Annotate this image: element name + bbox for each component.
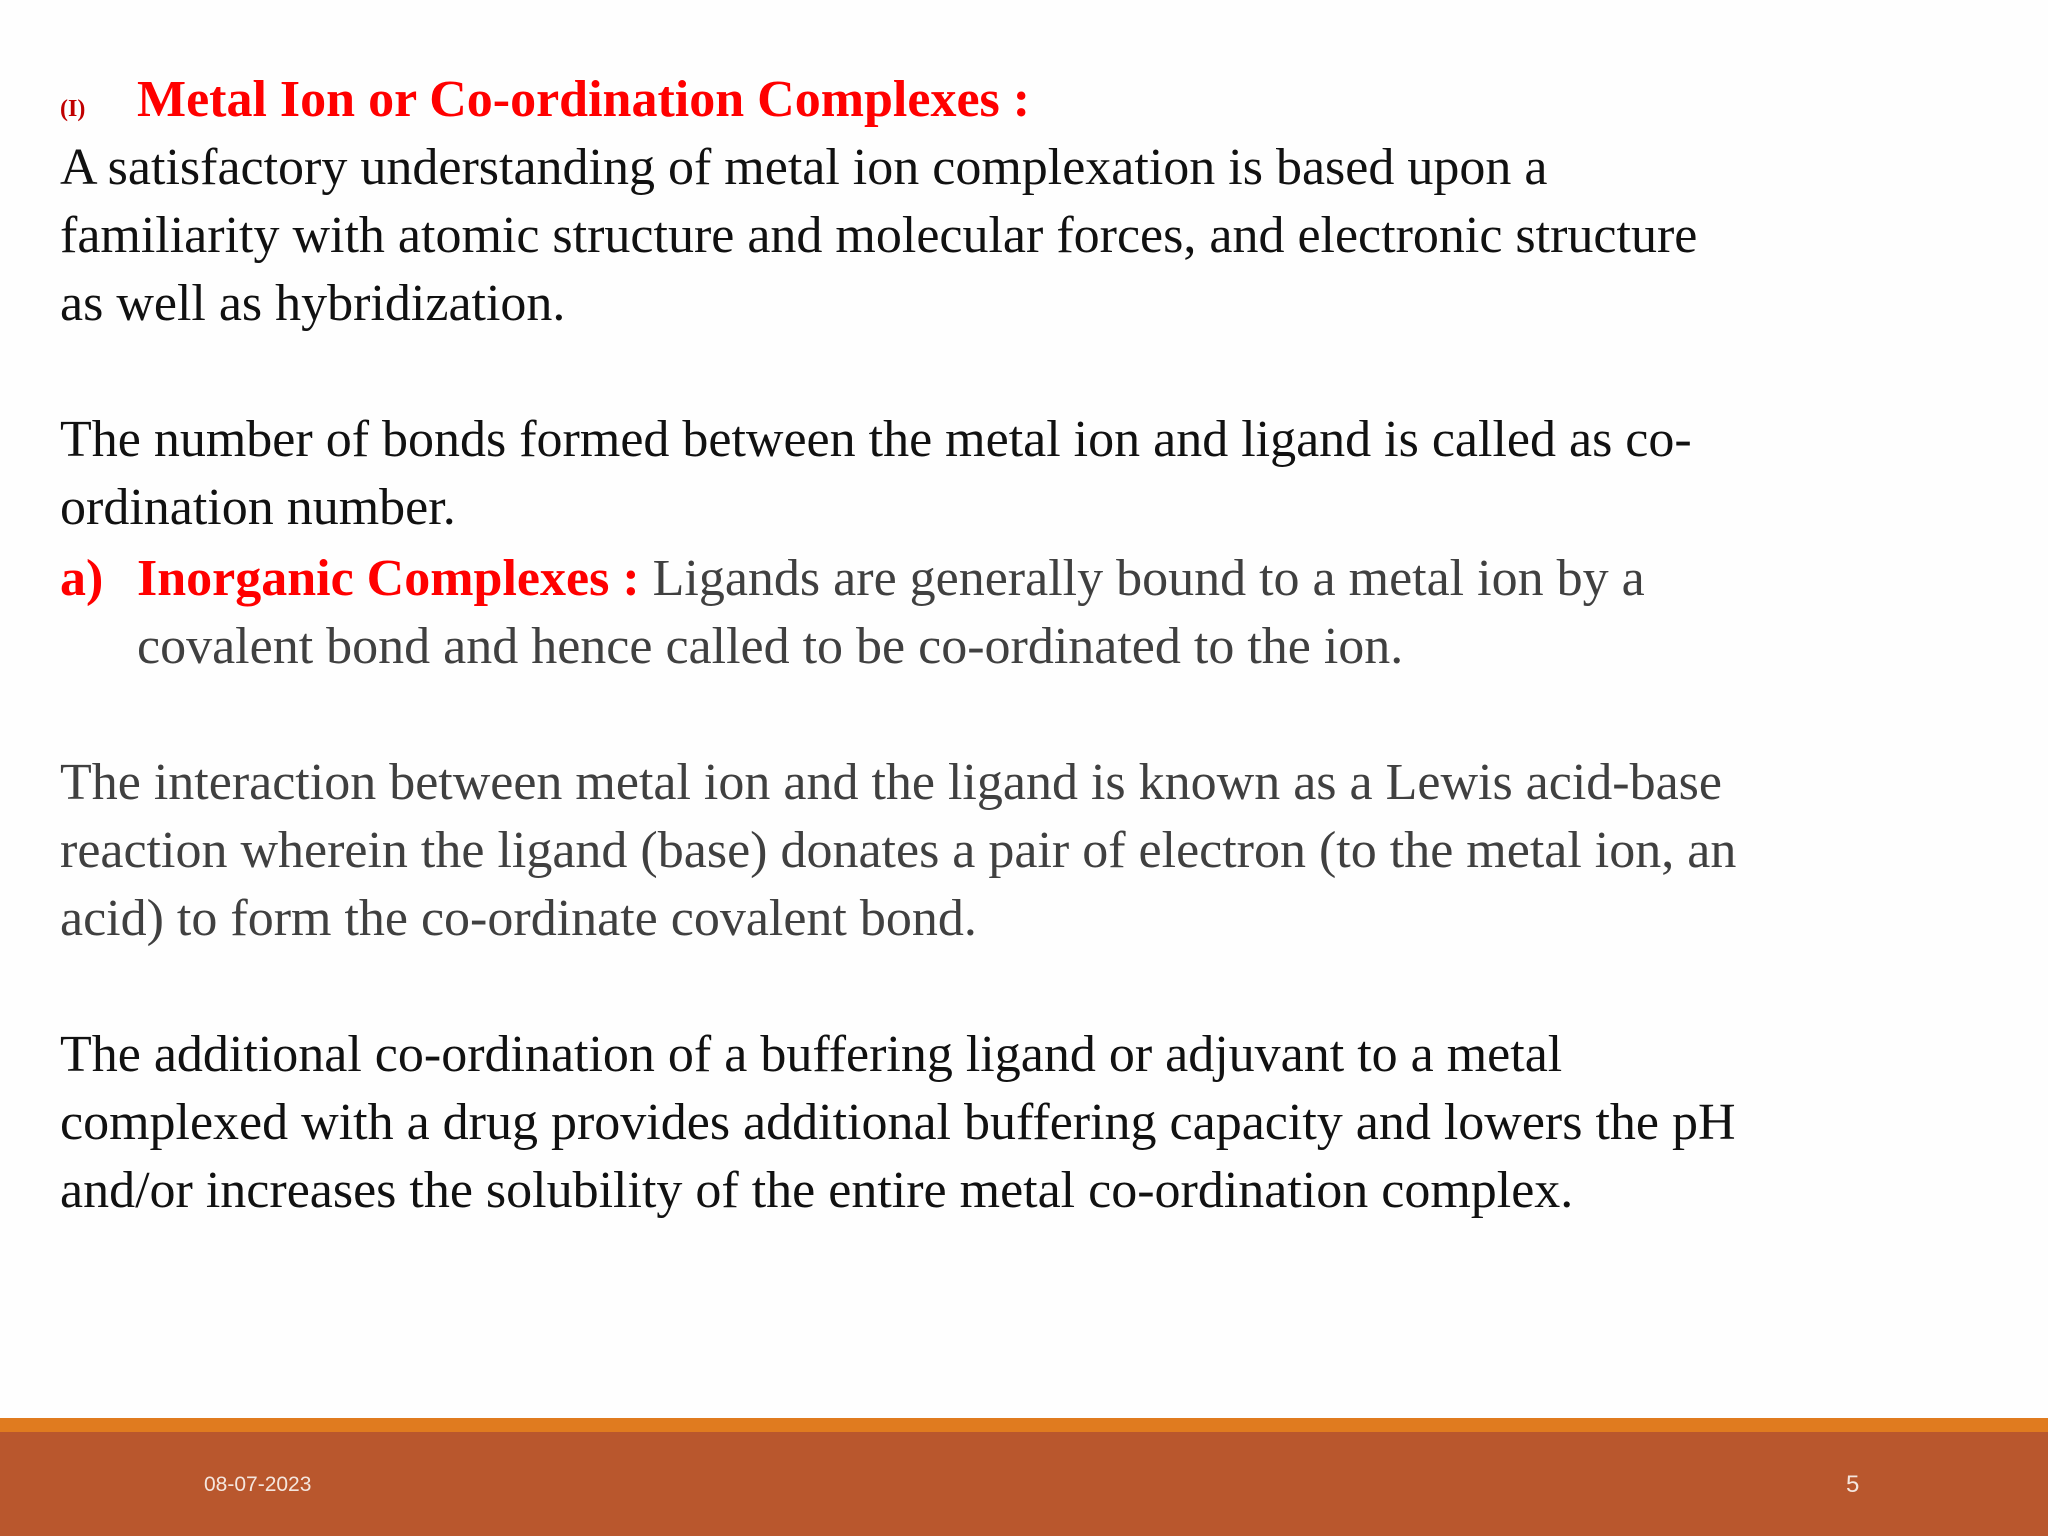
- footer-date: 08-07-2023: [204, 1473, 312, 1496]
- list-item-marker: a): [60, 550, 104, 607]
- footer-page-number: 5: [1846, 1471, 1860, 1498]
- heading-marker: (I): [60, 96, 86, 122]
- list-item-line1: [137, 545, 1645, 613]
- paragraph2-line1: The number of bonds formed between the metal ion and ligand is called as co-: [60, 411, 1692, 468]
- heading-title: Metal Ion or Co-ordination Complexes :: [137, 71, 1031, 128]
- paragraph3-line3: acid) to form the co-ordinate covalent bond.: [60, 890, 977, 947]
- paragraph2-line2: ordination number.: [60, 479, 456, 536]
- list-item-label: Inorganic Complexes :: [137, 550, 640, 607]
- list-item-line2: covalent bond and hence called to be co-ordinated to the ion.: [137, 618, 1404, 675]
- paragraph1-line2: familiarity with atomic structure and molecular forces, and electronic structure: [60, 207, 1698, 264]
- footer-accent-stripe: [0, 1418, 2048, 1432]
- paragraph1-line3: as well as hybridization.: [60, 275, 566, 332]
- paragraph1-line1: A satisfactory understanding of metal ion complexation is based upon a: [60, 139, 1548, 196]
- paragraph4-line1: The additional co-ordination of a buffering ligand or adjuvant to a metal: [60, 1026, 1563, 1083]
- paragraph4-line3: and/or increases the solubility of the entire metal co-ordination complex.: [60, 1162, 1574, 1219]
- list-item-text1: Ligands are generally bound to a metal ion by a: [639, 550, 1645, 607]
- paragraph4-line2: complexed with a drug provides additional buffering capacity and lowers the pH: [60, 1094, 1736, 1151]
- paragraph3-line2: reaction wherein the ligand (base) donates a pair of electron (to the metal ion, an: [60, 822, 1737, 879]
- paragraph3-line1: The interaction between metal ion and the ligand is known as a Lewis acid-base: [60, 754, 1722, 811]
